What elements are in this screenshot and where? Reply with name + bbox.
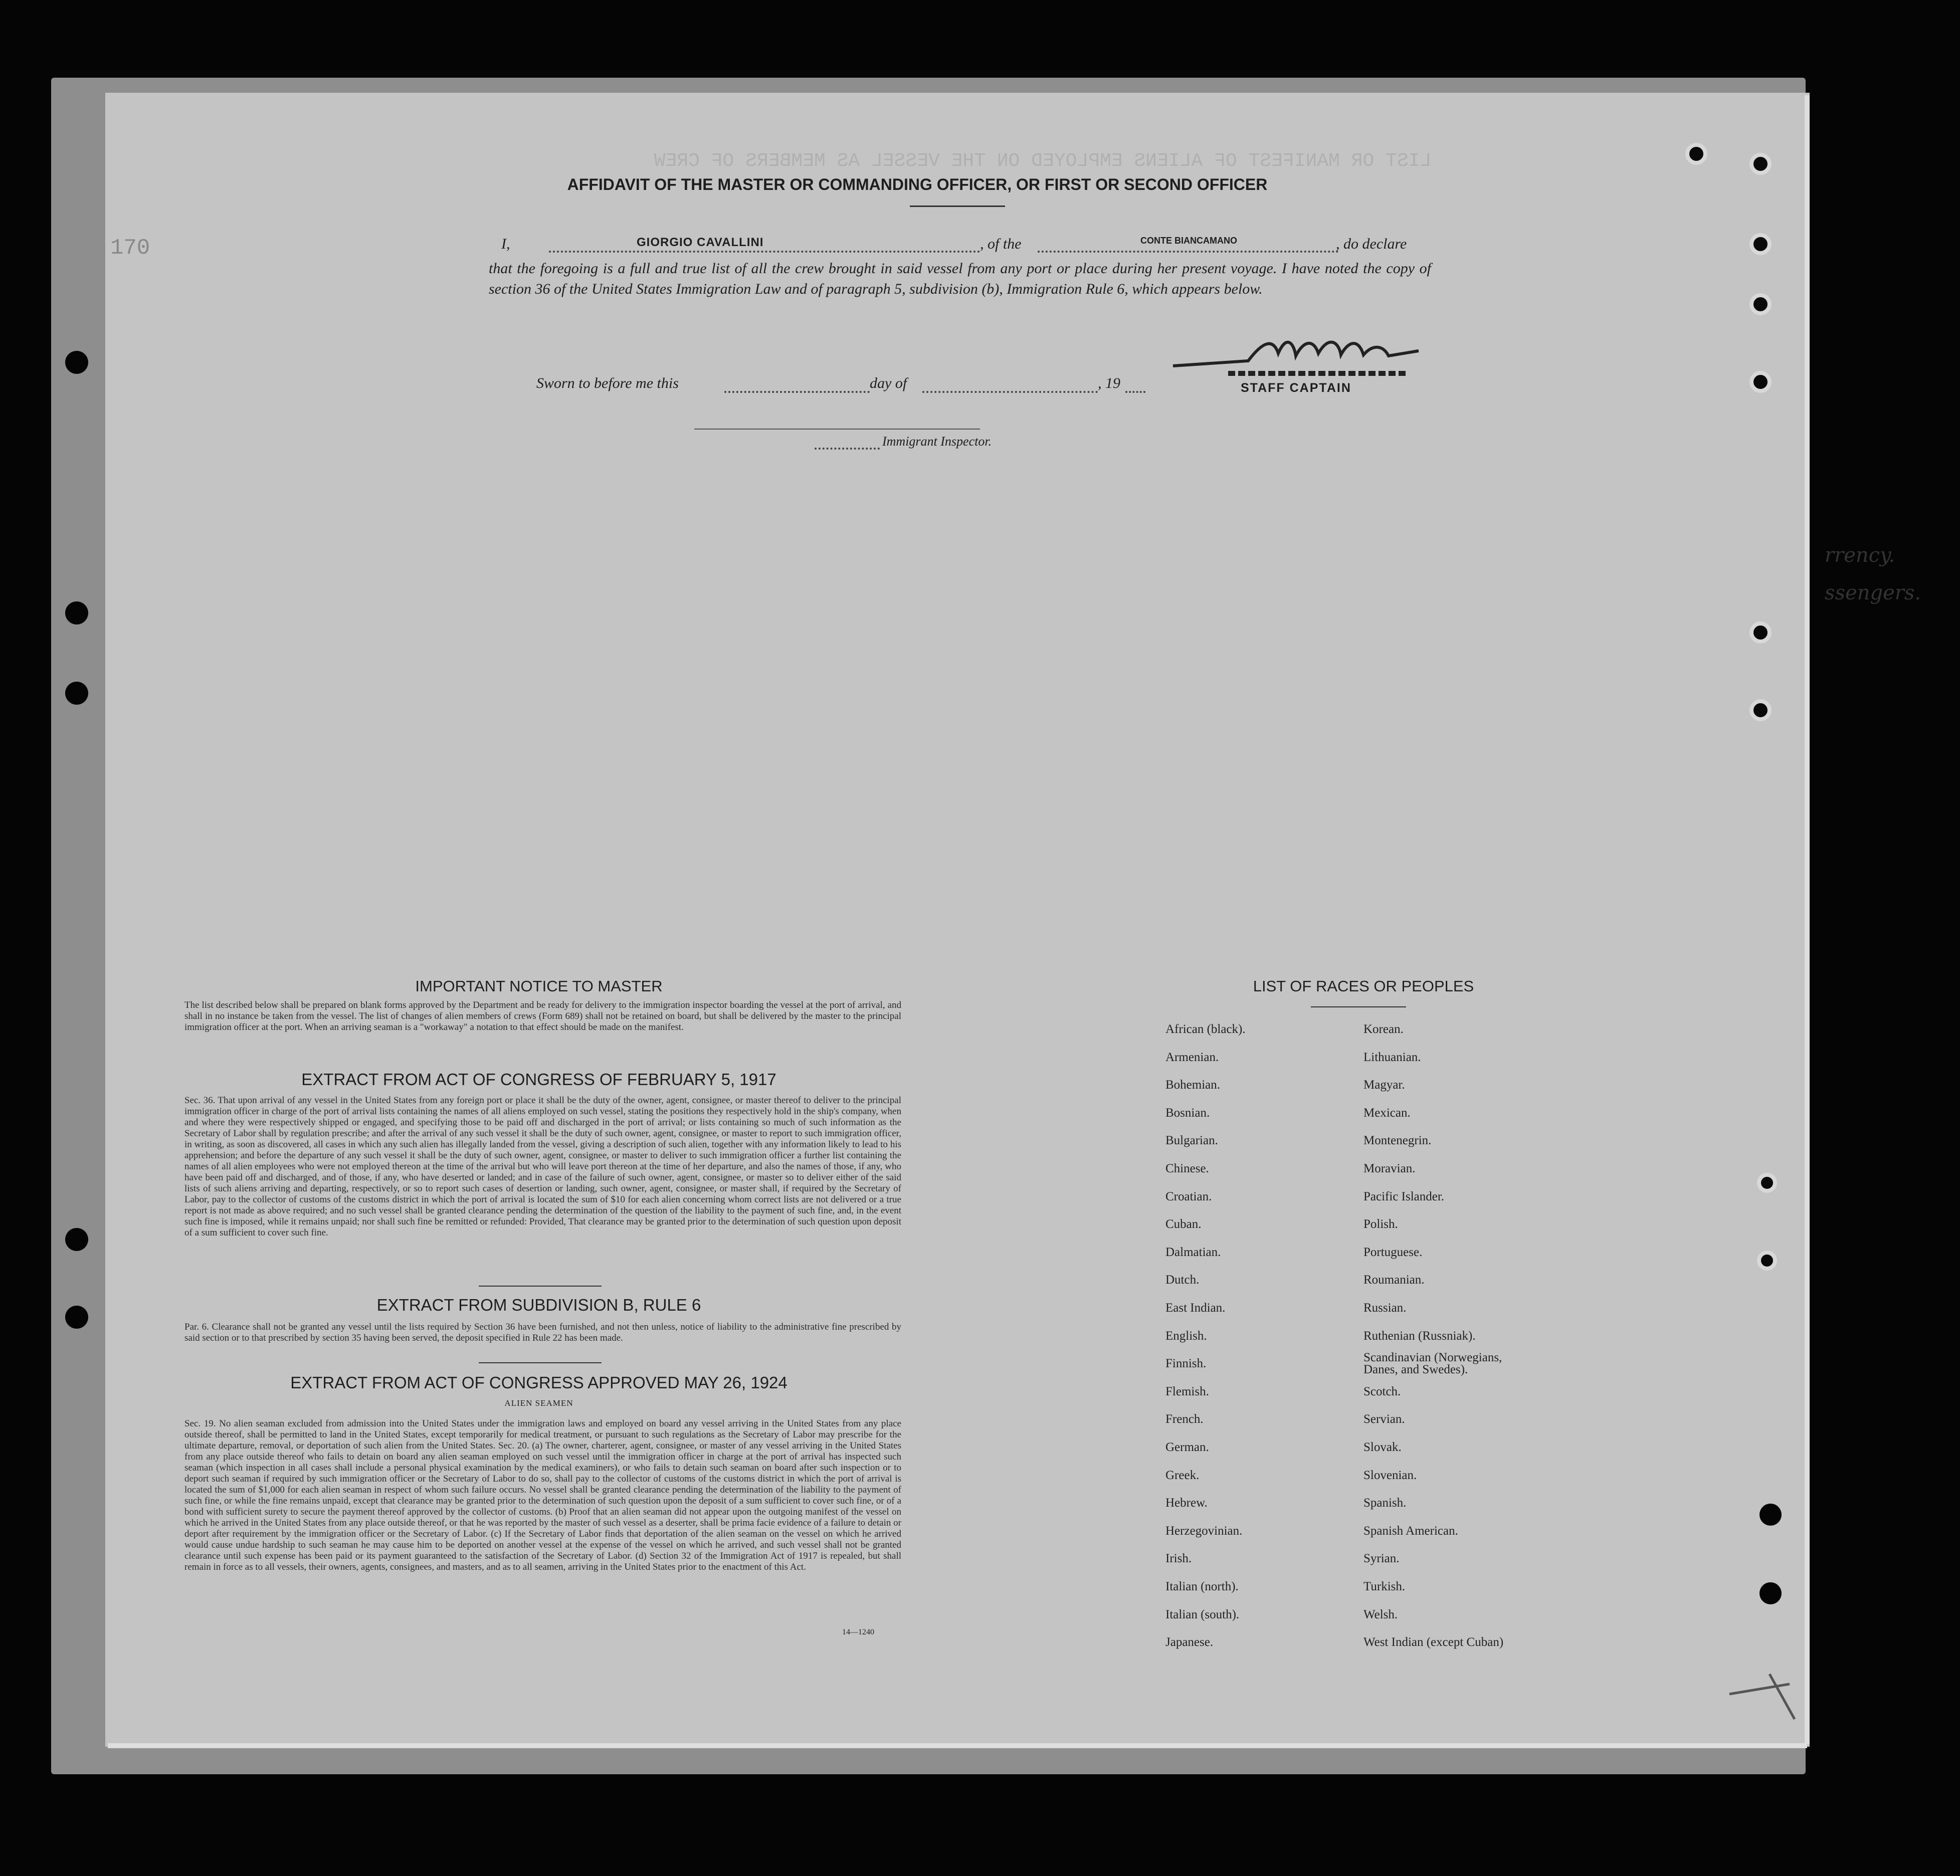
extract-1917-rule	[479, 1286, 602, 1287]
extract-rule6-title: EXTRACT FROM SUBDIVISION B, RULE 6	[376, 1296, 701, 1314]
sworn-label: Sworn to before me this	[536, 375, 679, 391]
race-item: Mexican.	[1363, 1106, 1411, 1120]
race-item: Welsh.	[1363, 1607, 1398, 1621]
race-item: Cuban.	[1165, 1217, 1202, 1231]
race-item: Finnish.	[1165, 1357, 1207, 1371]
race-item: Servian.	[1363, 1412, 1405, 1426]
punch-hole-right-5	[1749, 371, 1772, 393]
sworn-year: , 19	[1098, 375, 1120, 391]
race-item: Bulgarian.	[1165, 1134, 1218, 1148]
race-item: Magyar.	[1363, 1078, 1405, 1092]
race-item: Irish.	[1165, 1552, 1192, 1566]
margin-note-1: rrency.	[1825, 544, 1895, 567]
race-item: Turkish.	[1363, 1580, 1406, 1593]
race-item: Japanese.	[1165, 1635, 1214, 1649]
race-item: Italian (south).	[1165, 1607, 1240, 1621]
signature-scrawl	[1168, 326, 1429, 381]
extract-rule6-rule	[479, 1362, 602, 1363]
affidavit-body: that the foregoing is a full and true list of all the crew brought in said vessel from any port or place during her present voyage. I have noted the copy of section 36 of the United States Immigration Law and of paragraph 5, subdivision (b), Immigration Rule 6, which appears below.	[489, 260, 1431, 297]
punch-hole-left-1	[65, 351, 88, 374]
punch-hole-right-8	[1757, 1173, 1777, 1193]
race-item: Chinese.	[1165, 1162, 1209, 1175]
race-item: Greek.	[1165, 1468, 1200, 1482]
race-item: Ruthenian (Russniak).	[1363, 1329, 1476, 1343]
sworn-day-of: day of	[870, 375, 907, 391]
race-item: English.	[1165, 1329, 1207, 1343]
race-item: Slovak.	[1363, 1440, 1402, 1454]
extract-1924-text: Sec. 19. No alien seaman excluded from admission into the United States under the immigration laws and employed on board any vessel arriving in the United States from any place outside thereof, shall be permitted to land in the United States, except temporarily for medical treatment, or pursuant to such regulations as the Secretary of Labor may prescribe for the ultimate departure, removal, or deportation of such alien from the United States. Sec. 20. (a) The owner, charterer, agent, consignee, or master of any vessel arriving in the United States from any place outside thereof who fails to detain on board any alien seaman employed on such vessel until the immigration officer in charge at the port of arrival has inspected such seaman (which inspection in all cases shall include a personal physical examination by the medical examiners), or who fails to detain such seaman on board after such inspection or to deport such seaman if required by such immigration officer or the Secretary of Labor to do so, shall pay to the collector of customs of the customs district in which the port of arrival is located the sum of $1,000 for each alien seaman in respect of whom such failure occurs. No vessel shall be granted clearance pending the determination of the liability to the payment of such fine, or while the fine remains unpaid, except that clearance may be granted prior to the determination of such question upon the deposit of a sum sufficient to cover such fine, or of a bond with sufficient surety to secure the payment thereof approved by the collector of customs. (b) Proof that an alien seaman did not appear upon the outgoing manifest of the vessel on which he arrived in the United States from any place outside thereof, or that he was reported by the master of such vessel as a deserter, shall be prima facie evidence of a failure to detain or deport after requirement by the immigration officer or the Secretary of Labor. (c) If the Secretary of Labor finds that deportation of the alien seaman on the vessel on which he arrived would cause undue hardship to such seaman he may cause him to be deported on another vessel at the expense of the vessel on which he arrived, and such vessel shall not be granted clearance until such expense has been paid or its payment guaranteed to the satisfaction of the Secretary of Labor. (d) Section 32 of the Immigration Act of 1917 is repealed, but shall remain in force as to all vessels, their owners, agents, consignees, and masters, and as to all seamen, arriving in the United States prior to the enactment of this Act.	[184, 1418, 901, 1572]
race-item: Dalmatian.	[1165, 1245, 1221, 1259]
punch-hole-right-3	[1749, 233, 1772, 255]
race-item: East Indian.	[1165, 1301, 1226, 1315]
race-item: Scandinavian (Norwegians, Danes, and Swedes).	[1363, 1351, 1502, 1377]
notice-title: IMPORTANT NOTICE TO MASTER	[415, 977, 663, 995]
affidavit-title: AFFIDAVIT OF THE MASTER OR COMMANDING OFFICER, OR FIRST OR SECOND OFFICER	[567, 175, 1268, 193]
race-item: Lithuanian.	[1363, 1050, 1421, 1064]
race-item: Roumanian.	[1363, 1273, 1425, 1287]
affidavit-do-declare: , do declare	[1336, 236, 1407, 252]
inspector-line	[815, 448, 880, 450]
margin-pencil-mark	[1719, 1664, 1805, 1729]
master-name-line	[549, 251, 980, 253]
punch-hole-right-6	[1749, 621, 1772, 644]
extract-1924-title: EXTRACT FROM ACT OF CONGRESS APPROVED MAY 26, 1924	[290, 1373, 788, 1392]
race-item: Armenian.	[1165, 1050, 1219, 1064]
race-item: Spanish.	[1363, 1496, 1407, 1510]
corner-mark: 170	[110, 236, 150, 261]
races-title: LIST OF RACES OR PEOPLES	[1253, 977, 1474, 995]
signer-title: STAFF CAPTAIN	[1241, 381, 1351, 395]
sworn-month-line	[922, 391, 1098, 393]
race-item: Hebrew.	[1165, 1496, 1208, 1510]
master-name: GIORGIO CAVALLINI	[637, 236, 764, 249]
punch-hole-left-3	[65, 682, 88, 705]
race-item: Scotch.	[1363, 1384, 1401, 1398]
race-item: Dutch.	[1165, 1273, 1200, 1287]
sheet-edge-right	[1805, 95, 1810, 1744]
inspector-label: Immigrant Inspector.	[882, 434, 992, 449]
sworn-day-line	[724, 391, 870, 393]
race-item: Syrian.	[1363, 1552, 1400, 1566]
ghost-header-text: LIST OR MANIFEST OF ALIENS EMPLOYED ON THE VESSEL AS MEMBERS OF CREW	[654, 150, 1432, 172]
race-item: Bosnian.	[1165, 1106, 1210, 1120]
race-item: Russian.	[1363, 1301, 1407, 1315]
vessel-name-line	[1038, 251, 1338, 253]
form-number: 14—1240	[842, 1628, 874, 1636]
race-item: West Indian (except Cuban)	[1363, 1635, 1504, 1649]
affidavit-i-label: I,	[501, 236, 510, 252]
extract-rule6-text: Par. 6. Clearance shall not be granted any vessel until the lists required by Section 36 have been furnished, and not then unless, notice of liability to the administrative fine prescribed by said section or to that prescribed by section 35 having been served, the deposit specified in Rule 22 has been made.	[184, 1322, 901, 1343]
race-item: Slovenian.	[1363, 1468, 1417, 1482]
punch-hole-right-7	[1749, 699, 1772, 721]
inspector-signature-rule	[694, 429, 980, 430]
race-item: Korean.	[1363, 1022, 1404, 1036]
vessel-name: CONTE BIANCAMANO	[1140, 236, 1237, 246]
punch-hole-right-9	[1757, 1250, 1777, 1271]
race-item: Montenegrin.	[1363, 1134, 1432, 1148]
race-item: Polish.	[1363, 1217, 1398, 1231]
affidavit-of-the: , of the	[980, 236, 1022, 252]
punch-hole-right-2	[1749, 153, 1772, 175]
race-item: Croatian.	[1165, 1189, 1212, 1203]
race-item: Flemish.	[1165, 1384, 1209, 1398]
extract-1917-title: EXTRACT FROM ACT OF CONGRESS OF FEBRUARY 5, 1917	[301, 1070, 776, 1089]
extract-1917-text: Sec. 36. That upon arrival of any vessel in the United States from any foreign port or place it shall be the duty of the owner, agent, consignee, or master thereof to deliver to the principal immigration officer in charge of the port of arrival lists containing the names of all aliens employed on such vessel, stating the positions they respectively hold in the ship's company, when and where they were respectively shipped or engaged, and specifying those to be paid off and discharged in the port of arrival; or lists containing so much of such information as the Secretary of Labor shall by regulation prescribe; and after the arrival of any such vessel it shall be the duty of such owner, agent, consignee, or master to report to such immigration officer, in writing, as soon as discovered, all cases in which any such alien has illegally landed from the vessel, giving a description of such alien, together with any information likely to lead to his apprehension; and before the departure of any such vessel it shall be the duty of such owner, agent, consignee, or master to deliver to such immigration officer a further list containing the names of all alien employees who were not employed thereon at the time of the arrival but who will leave port thereon at the time of her departure, and also the names of those, if any, who have been paid off and discharged, and of those, if any, who have deserted or landed; and in case of the failure of such owner, agent, consignee, or master so to deliver either of the said lists of such aliens arriving and departing, respectively, or so to report such cases of desertion or landing, such owner, agent, consignee, or master shall, if required by the Secretary of Labor, pay to the collector of customs of the customs district in which the port of arrival is located the sum of $10 for each alien concerning whom correct lists are not delivered or a true report is not made as above required; and no such vessel shall be granted clearance pending the determination of the question of the liability to the payment of such fine, and, in the event such fine is imposed, while it remains unpaid; nor shall such fine be remitted or refunded: Provided, That clearance may be granted prior to the determination of such question upon deposit of a sum sufficient to cover such fine.	[184, 1095, 901, 1238]
punch-hole-left-5	[65, 1306, 88, 1329]
punch-hole-left-4	[65, 1228, 88, 1251]
punch-hole-right-11	[1759, 1582, 1782, 1604]
race-item: Bohemian.	[1165, 1078, 1221, 1092]
race-item: Italian (north).	[1165, 1580, 1239, 1593]
punch-hole-left-2	[65, 601, 88, 624]
punch-hole-right-4	[1749, 293, 1772, 315]
race-item: Moravian.	[1363, 1162, 1416, 1175]
race-item: French.	[1165, 1412, 1204, 1426]
notice-text: The list described below shall be prepared on blank forms approved by the Department and be ready for delivery to the immigration inspector boarding the vessel at the port of arrival, and shall in no instance be taken from the vessel. The list of changes of alien members of crews (Form 689) shall not be retained on board, but shall be delivered by the master to the principal immigration officer at the port. When an arriving seaman is a "workaway" a notation to that effect should be made on the manifest.	[184, 1000, 901, 1032]
punch-hole-right-10	[1759, 1504, 1782, 1526]
race-item: African (black).	[1165, 1022, 1246, 1036]
extract-1924-subtitle: ALIEN SEAMEN	[504, 1398, 573, 1408]
races-title-rule	[1311, 1006, 1406, 1007]
sworn-year-line	[1125, 391, 1145, 393]
race-item: Spanish American.	[1363, 1524, 1458, 1538]
race-item: Herzegovinian.	[1165, 1524, 1243, 1538]
race-item: Pacific Islander.	[1363, 1189, 1445, 1203]
race-item: Portuguese.	[1363, 1245, 1423, 1259]
margin-note-2: ssengers.	[1825, 581, 1921, 604]
race-item: German.	[1165, 1440, 1209, 1454]
sheet-edge-bottom	[108, 1743, 1807, 1748]
affidavit-title-rule	[910, 205, 1005, 207]
